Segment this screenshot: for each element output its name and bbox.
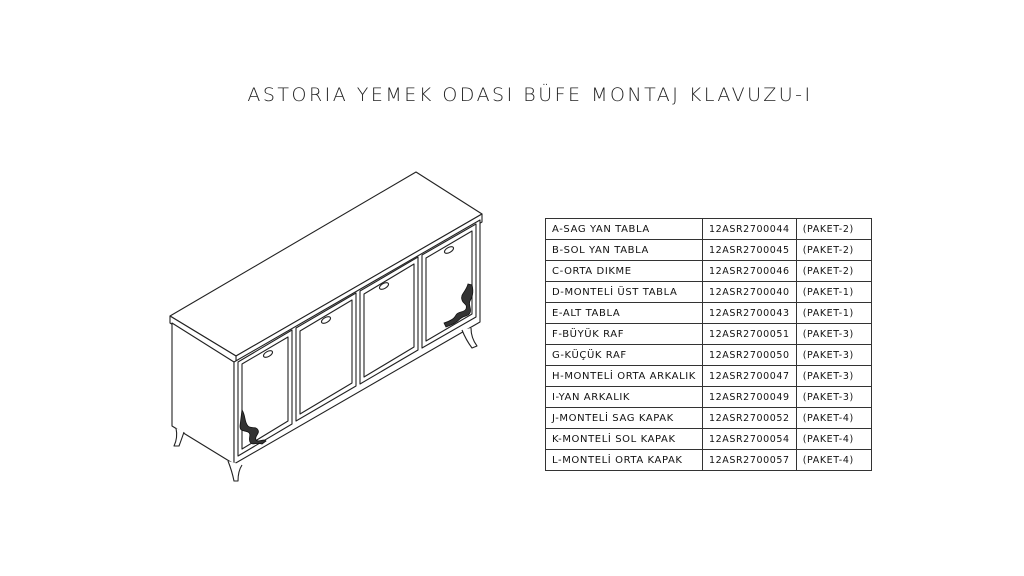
leg-front-left bbox=[228, 461, 242, 481]
table-row bbox=[546, 324, 872, 345]
part-code: 12ASR2700044 bbox=[702, 219, 796, 240]
part-code: 12ASR2700049 bbox=[702, 387, 796, 408]
sideboard-drawing bbox=[160, 165, 490, 495]
part-package: (PAKET-1) bbox=[796, 303, 871, 324]
table-row bbox=[546, 261, 872, 282]
part-package: (PAKET-4) bbox=[796, 429, 871, 450]
part-package: (PAKET-3) bbox=[796, 345, 871, 366]
part-name: G-KÜÇÜK RAF bbox=[546, 345, 703, 366]
part-code: 12ASR2700046 bbox=[702, 261, 796, 282]
part-name: K-MONTELİ SOL KAPAK bbox=[546, 429, 703, 450]
part-code: 12ASR2700052 bbox=[702, 408, 796, 429]
part-code: 12ASR2700045 bbox=[702, 240, 796, 261]
part-name: L-MONTELİ ORTA KAPAK bbox=[546, 450, 703, 471]
parts-table bbox=[545, 218, 872, 471]
part-code: 12ASR2700051 bbox=[702, 324, 796, 345]
part-package: (PAKET-2) bbox=[796, 219, 871, 240]
table-row bbox=[546, 219, 872, 240]
part-name: B-SOL YAN TABLA bbox=[546, 240, 703, 261]
part-code: 12ASR2700040 bbox=[702, 282, 796, 303]
table-row bbox=[546, 345, 872, 366]
part-name: J-MONTELİ SAG KAPAK bbox=[546, 408, 703, 429]
table-row bbox=[546, 240, 872, 261]
part-package: (PAKET-3) bbox=[796, 366, 871, 387]
table-row bbox=[546, 387, 872, 408]
part-package: (PAKET-1) bbox=[796, 282, 871, 303]
part-code: 12ASR2700050 bbox=[702, 345, 796, 366]
part-code: 12ASR2700047 bbox=[702, 366, 796, 387]
page-title: ASTORIA YEMEK ODASI BÜFE MONTAJ KLAVUZU-I bbox=[247, 84, 813, 106]
part-name: H-MONTELİ ORTA ARKALIK bbox=[546, 366, 703, 387]
side-panel bbox=[172, 323, 234, 464]
leg-front-right bbox=[462, 328, 477, 348]
table-row bbox=[546, 429, 872, 450]
part-name: E-ALT TABLA bbox=[546, 303, 703, 324]
part-package: (PAKET-3) bbox=[796, 387, 871, 408]
part-code: 12ASR2700054 bbox=[702, 429, 796, 450]
table-row bbox=[546, 282, 872, 303]
part-name: C-ORTA DIKME bbox=[546, 261, 703, 282]
part-package: (PAKET-4) bbox=[796, 450, 871, 471]
part-name: A-SAG YAN TABLA bbox=[546, 219, 703, 240]
part-name: I-YAN ARKALIK bbox=[546, 387, 703, 408]
part-code: 12ASR2700057 bbox=[702, 450, 796, 471]
part-code: 12ASR2700043 bbox=[702, 303, 796, 324]
part-package: (PAKET-3) bbox=[796, 324, 871, 345]
part-package: (PAKET-2) bbox=[796, 240, 871, 261]
part-name: D-MONTELİ ÜST TABLA bbox=[546, 282, 703, 303]
table-row bbox=[546, 366, 872, 387]
part-name: F-BÜYÜK RAF bbox=[546, 324, 703, 345]
table-row bbox=[546, 450, 872, 471]
table-row bbox=[546, 408, 872, 429]
table-row bbox=[546, 303, 872, 324]
part-package: (PAKET-4) bbox=[796, 408, 871, 429]
part-package: (PAKET-2) bbox=[796, 261, 871, 282]
